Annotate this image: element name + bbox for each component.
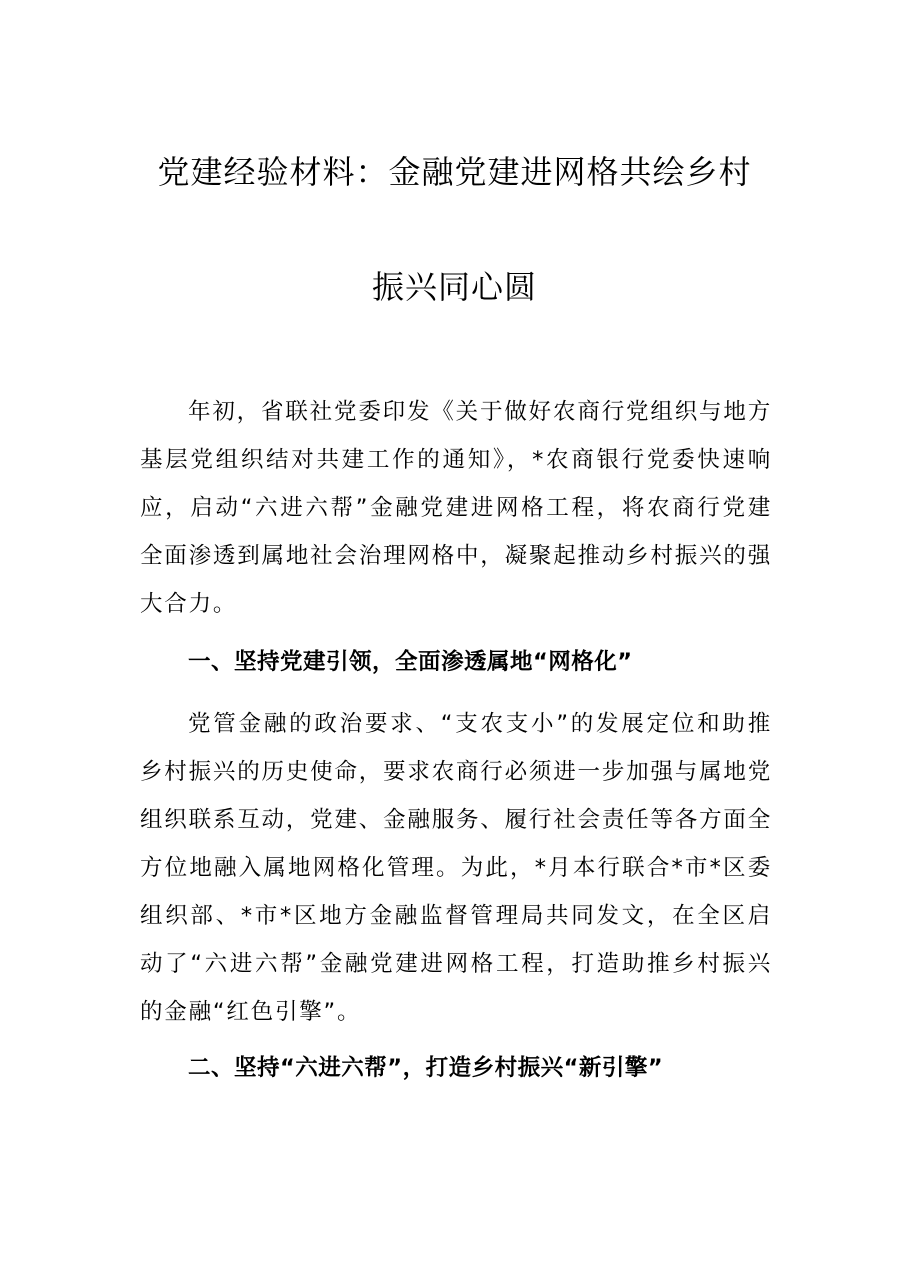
document-title-line-1: 党建经验材料：金融党建进网格共绘乡村 bbox=[157, 153, 752, 191]
paragraph-section-1: 党管金融的政治要求、“支农支小”的发展定位和助推乡村振兴的历史使命，要求农商行必须进一步加强与属地党组织联系互动，党建、金融服务、履行社会责任等各方面全方位地融入属地网格化管理。为此，*月本行联合*市*区委组织部、*市*区地方金融监督管理局共同发文，在全区启动了“六进六帮”金融党建进网格工程，打造助推乡村振兴的金融“红色引擎”。 bbox=[140, 711, 772, 1025]
section-heading-2: 二、坚持“六进六帮”，打造乡村振兴“新引擎” bbox=[188, 1055, 664, 1081]
section-heading-1: 一、坚持党建引领，全面渗透属地“网格化” bbox=[188, 649, 633, 675]
paragraph-intro: 年初，省联社党委印发《关于做好农商行党组织与地方基层党组织结对共建工作的通知》，*农商银行党委快速响应，启动“六进六帮”金融党建进网格工程，将农商行党建全面渗透到属地社会治理网格中，凝聚起推动乡村振兴的强大合力。 bbox=[140, 399, 772, 617]
document-title-line-2: 振兴同心圆 bbox=[371, 268, 537, 306]
